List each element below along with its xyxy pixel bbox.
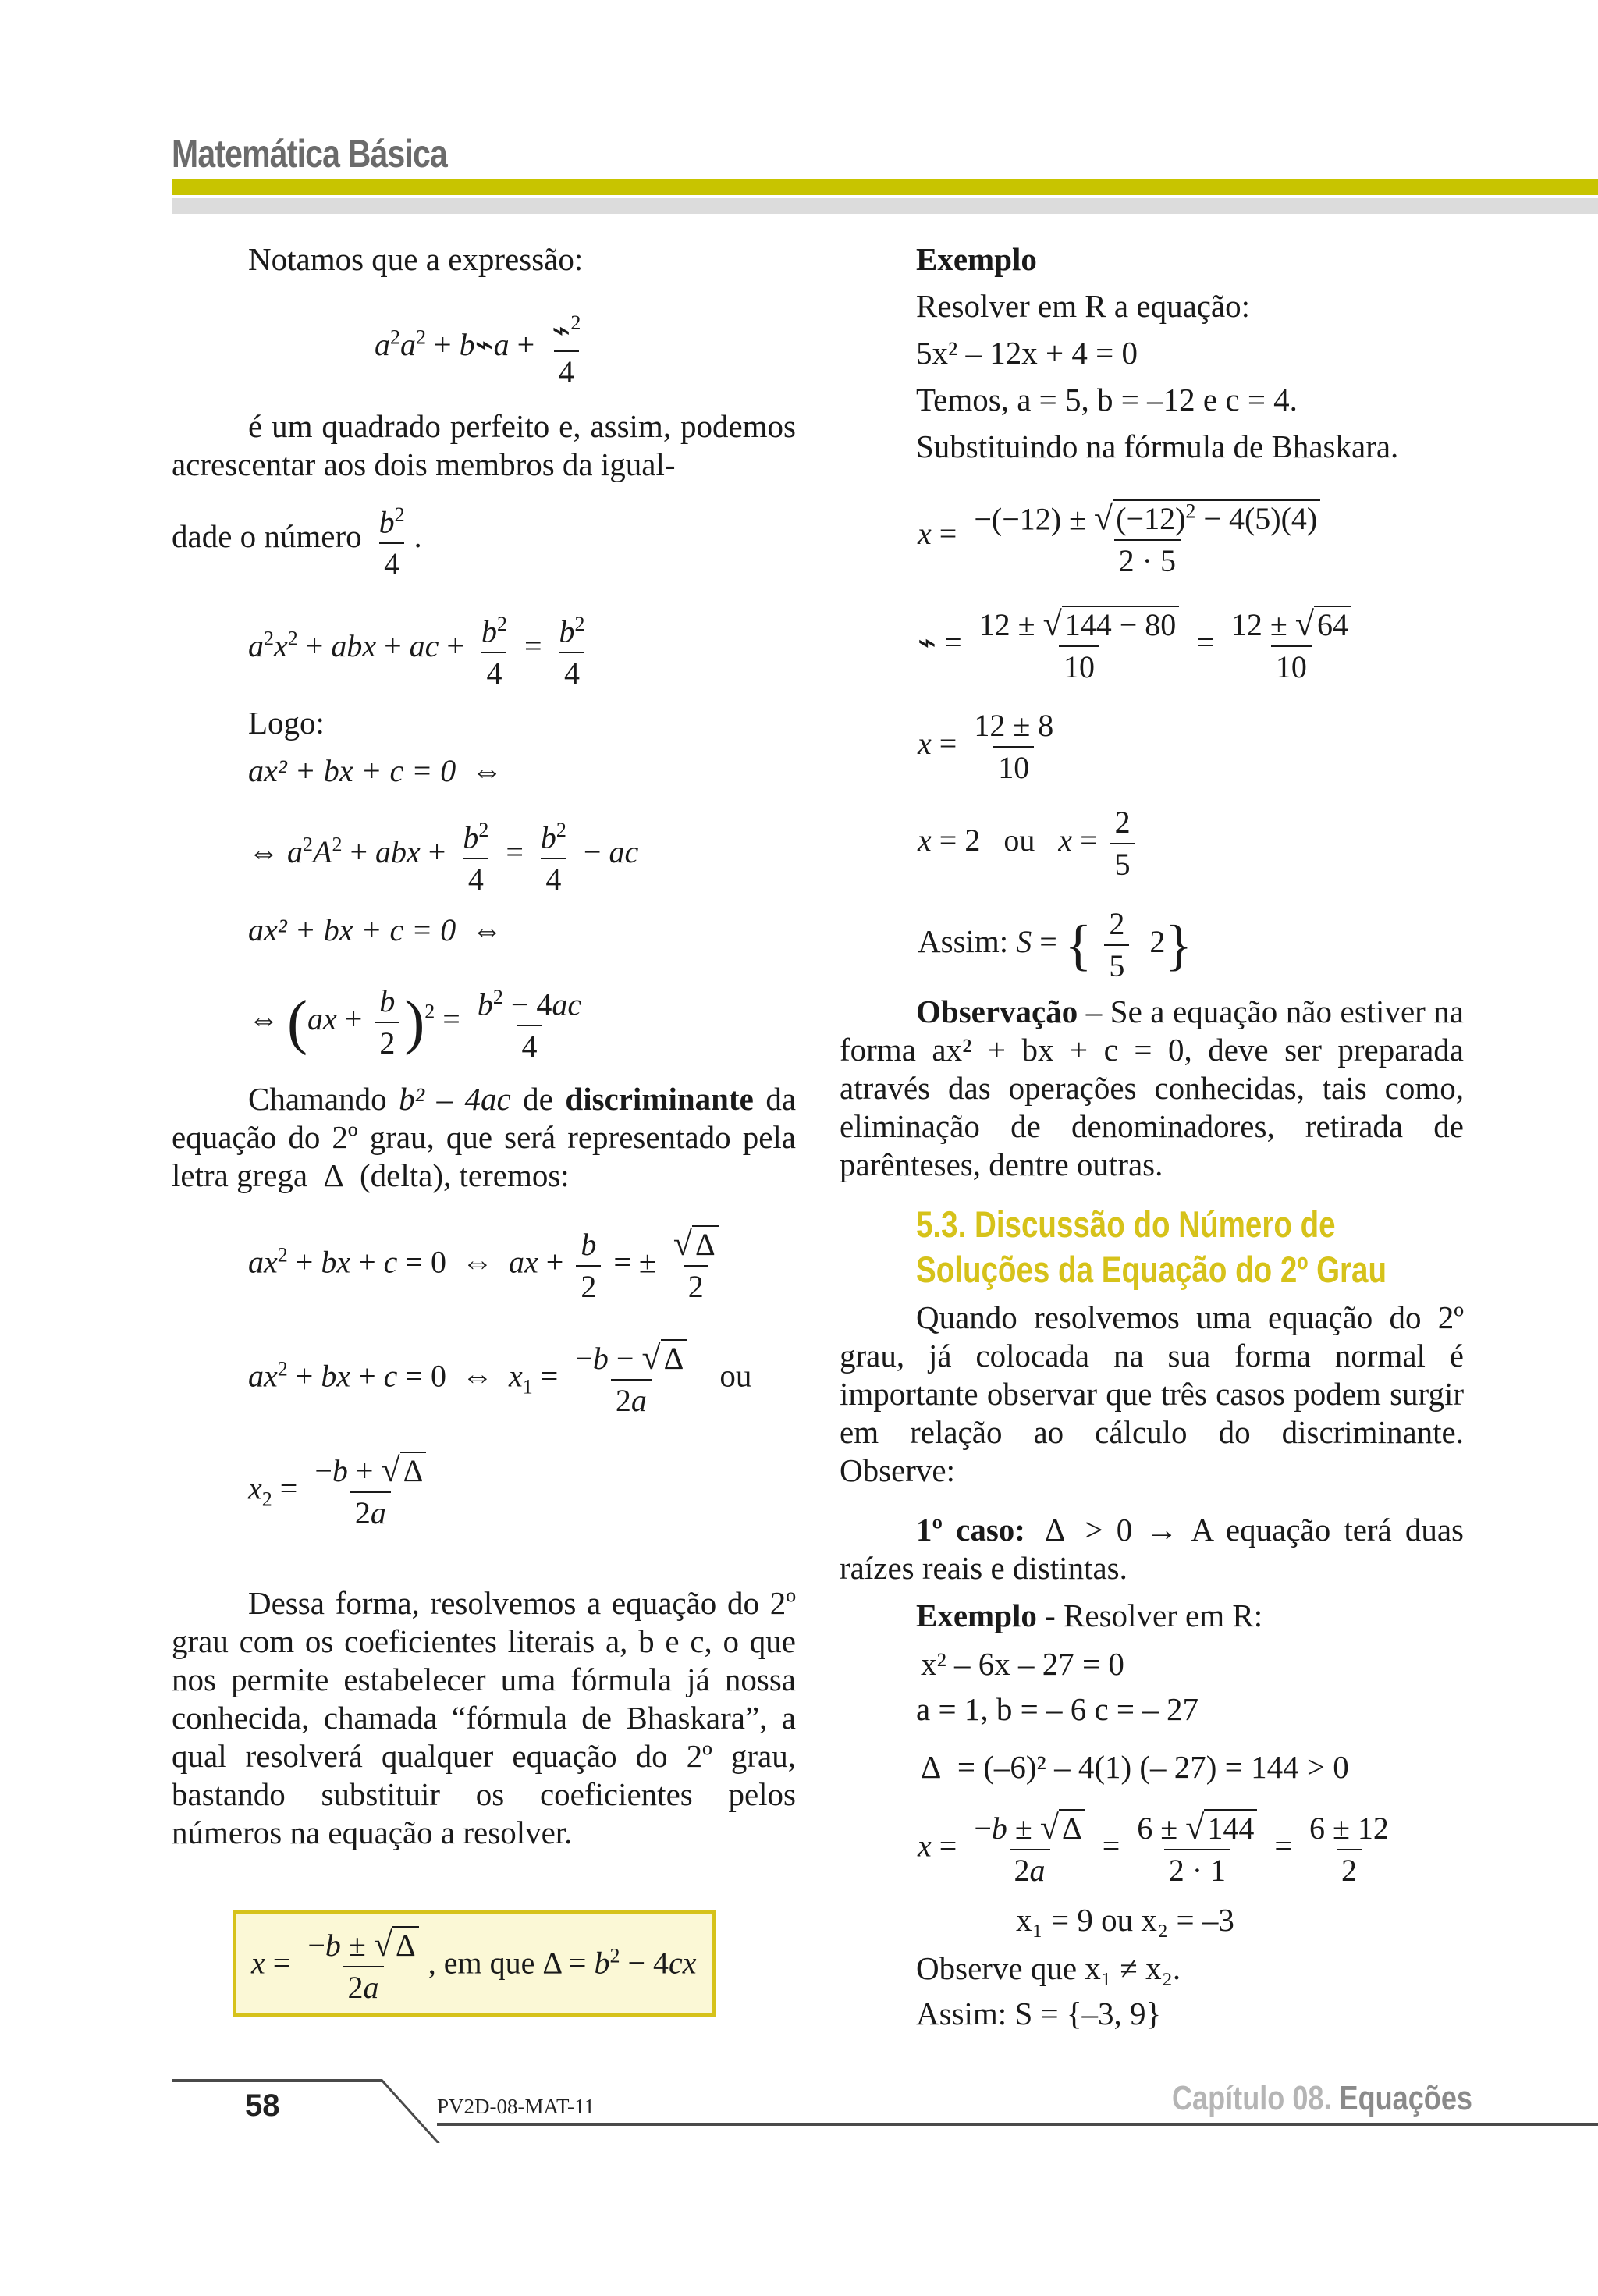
footer-chapter-name: Equações [1339, 2079, 1472, 2117]
perfect-square-line: é um quadrado perfeito e, assim, podemos acrescentar aos dois membros da igual- [172, 408, 796, 482]
ou-right: ou [1003, 823, 1035, 858]
p4b: b² – 4ac [399, 1081, 511, 1117]
p4d: discriminante [565, 1081, 754, 1117]
equation-completing-square: $a^2x^2$ + abx + ac + $\frac{b^2}{4}$ = $\frac{b^2}{4}$ [248, 613, 585, 691]
perfect-square-text [172, 407, 796, 484]
footer-line-right [437, 2123, 1598, 2126]
example-solution-set: Assim: S = { $\frac{2}{5}$ 2} [918, 906, 1192, 983]
observation-paragraph [840, 993, 1464, 1184]
eq-zero-text-2: ax² + bx + c = 0 [248, 912, 456, 947]
box-text: , em que [428, 1945, 535, 1981]
page-number: 58 [245, 2088, 280, 2123]
example-heading: Exemplo [916, 241, 1037, 277]
header-title: Matemática Básica [172, 132, 447, 176]
example-2-formula: x = $\frac{-b \pm √ \Delta}{2a}$ = $\frac{6 \pm √ 144}{2 \cdot 1}$ = $\frac{6 \pm 12}{2}$ [918, 1808, 1389, 1888]
p4e: da equação do 2º grau, que será representado pela letra grega [172, 1081, 797, 1193]
bhaskara-paragraph [172, 1584, 796, 1852]
ex2-label: Exemplo - [916, 1598, 1056, 1633]
obs-text: – Se a equação não estiver na forma ax² + bx + c = 0, deve ser preparada através das operações conhecidas, tais como, eliminação de denominadores, retirada de parênteses, dentre outras. [840, 993, 1465, 1182]
equation-squared: ⇔ (ax + $\frac{b}{2}$ )$^2$ = $\frac{b^2 - 4ac}{4}$ [248, 983, 582, 1064]
footer-line-left [172, 2079, 382, 2082]
b2-intro: dade o número [172, 517, 362, 554]
example-roots: x = 2 ou x = $\frac{2}{5}$ [918, 804, 1140, 883]
example-2-equation: x² – 6x – 27 = 0 [921, 1646, 1124, 1682]
p4a: Chamando [248, 1081, 387, 1117]
example-step-1: x = $\frac{-(-12) \pm √ (-12)^2 - 4(5)(4)}{2 \cdot 5}$ [918, 493, 1330, 580]
example-statement: Resolver em R a equação: [916, 288, 1251, 324]
example-substitute: Substituindo na fórmula de Bhaskara. [916, 428, 1399, 464]
bhaskara-formula: x = $\frac{-b \pm √ \Delta}{2a}$ , em que $\Delta = b^2 - 4cx$ [251, 1925, 697, 2005]
example-2-roots: x₁ = 9 ou x₂ = –3 [1016, 1902, 1234, 1938]
assim-label: Assim: [918, 923, 1009, 960]
case-1-label: 1º caso: [916, 1512, 1025, 1548]
equation-step-2: ⇔ $a^2A^2$ + abx + $\frac{b^2}{4}$ = $\frac{b^2}{4}$ − ac [248, 819, 639, 897]
case-1-paragraph: 1º caso: Δ > 0 → A equação terá duas raízes reais e distintas. [840, 1512, 1465, 1586]
eq-zero-text-1: ax² + bx + c = 0 [248, 753, 456, 788]
bhaskara-text: Dessa forma, resolvemos a equação do 2º grau com os coeficientes literais a, b e c, o que nos permite estabelecer uma fórmula já nossa conhecida, chamada “fórmula de Bhaskara”, a qual resolverá qualquer equação do 2º grau, bastando substituir os coeficientes pelos números na equação a resolver. [172, 1585, 796, 1850]
case-1-text: > 0 → A equação terá duas raízes reais e distintas. [840, 1512, 1465, 1586]
footer-chapter [1172, 2079, 1472, 2118]
footer-chapter-number: Capítulo 08. [1172, 2079, 1332, 2117]
logo-label: Logo: [248, 705, 325, 741]
example-step-3: x = $\frac{12 \pm 8}{10}$ [918, 708, 1054, 785]
example-2-observe: Observe que x₁ ≠ x₂. [916, 1950, 1181, 1986]
section-title-line1: 5.3. Discussão do Número de [916, 1203, 1336, 1245]
equation-delta-1: $ax^2$ + bx + c = 0 ⇔ ax + $\frac{b}{2}$ = ± $\frac{√ \Delta}{2}$ [248, 1225, 728, 1306]
b2-over-4-line: dade o número $\frac{b^2}{4}$ . [172, 503, 422, 582]
footer-diagonal [379, 2079, 440, 2143]
obs-label: Observação [916, 993, 1078, 1029]
example-step-2: ⌁ = $\frac{12 \pm √ 144 - 80}{10}$ = $\frac{12 \pm √ 64}{10}$ [918, 606, 1361, 686]
p4c: de [523, 1081, 553, 1117]
section-paragraph [840, 1299, 1464, 1490]
equation-x1: $ax^2$ + bx + c = 0 ⇔ $x_1$ = $\frac{-b - √ \Delta}{2a}$ ou [248, 1338, 752, 1418]
ex2-delta-text: = (–6)² – 4(1) (– 27) = 144 > 0 [957, 1749, 1349, 1785]
section-title-line2: Soluções da Equação do 2º Grau [916, 1249, 1387, 1290]
equation-x2: $x_2$ = $\frac{-b + √ \Delta}{2a}$ [248, 1452, 435, 1532]
discriminant-paragraph: Chamando b² – 4ac de discriminante da equação do 2º grau, que será representado pela letra grega Δ (delta), teremos: [172, 1081, 797, 1193]
example-2-delta: Δ = (–6)² – 4(1) (– 27) = 144 > 0 [921, 1749, 1349, 1785]
ou-left: ou [719, 1357, 752, 1394]
equation-zero-2: ax² + bx + c = 0 ⇔ [248, 912, 503, 947]
ex2-text: Resolver em R: [1064, 1598, 1263, 1633]
example-coefficients: Temos, a = 5, b = –12 e c = 4. [916, 382, 1298, 418]
section-text: Quando resolvemos uma equação do 2º grau, já colocada na sua forma normal é importante observar que três casos podem surgir em relação ao cálculo do discriminante. Observe: [840, 1299, 1464, 1488]
p4f: (delta), teremos: [360, 1157, 570, 1193]
footer-code: PV2D-08-MAT-11 [437, 2095, 595, 2118]
equation-zero-1: ax² + bx + c = 0 ⇔ [248, 753, 503, 788]
expression-formula: $a^2a^2$ + b⌁a + $\frac{⌁^2}{4}$ [375, 311, 581, 390]
header-bar-yellow [172, 179, 1598, 195]
header-bar-gray [172, 198, 1598, 214]
example-2-heading [916, 1597, 1262, 1635]
intro-text: Notamos que a expressão: [248, 241, 584, 277]
example-equation: 5x² – 12x + 4 = 0 [916, 335, 1138, 371]
example-2-solution: Assim: S = {–3, 9} [916, 1996, 1162, 2031]
example-2-coefficients: a = 1, b = – 6 c = – 27 [916, 1691, 1199, 1727]
